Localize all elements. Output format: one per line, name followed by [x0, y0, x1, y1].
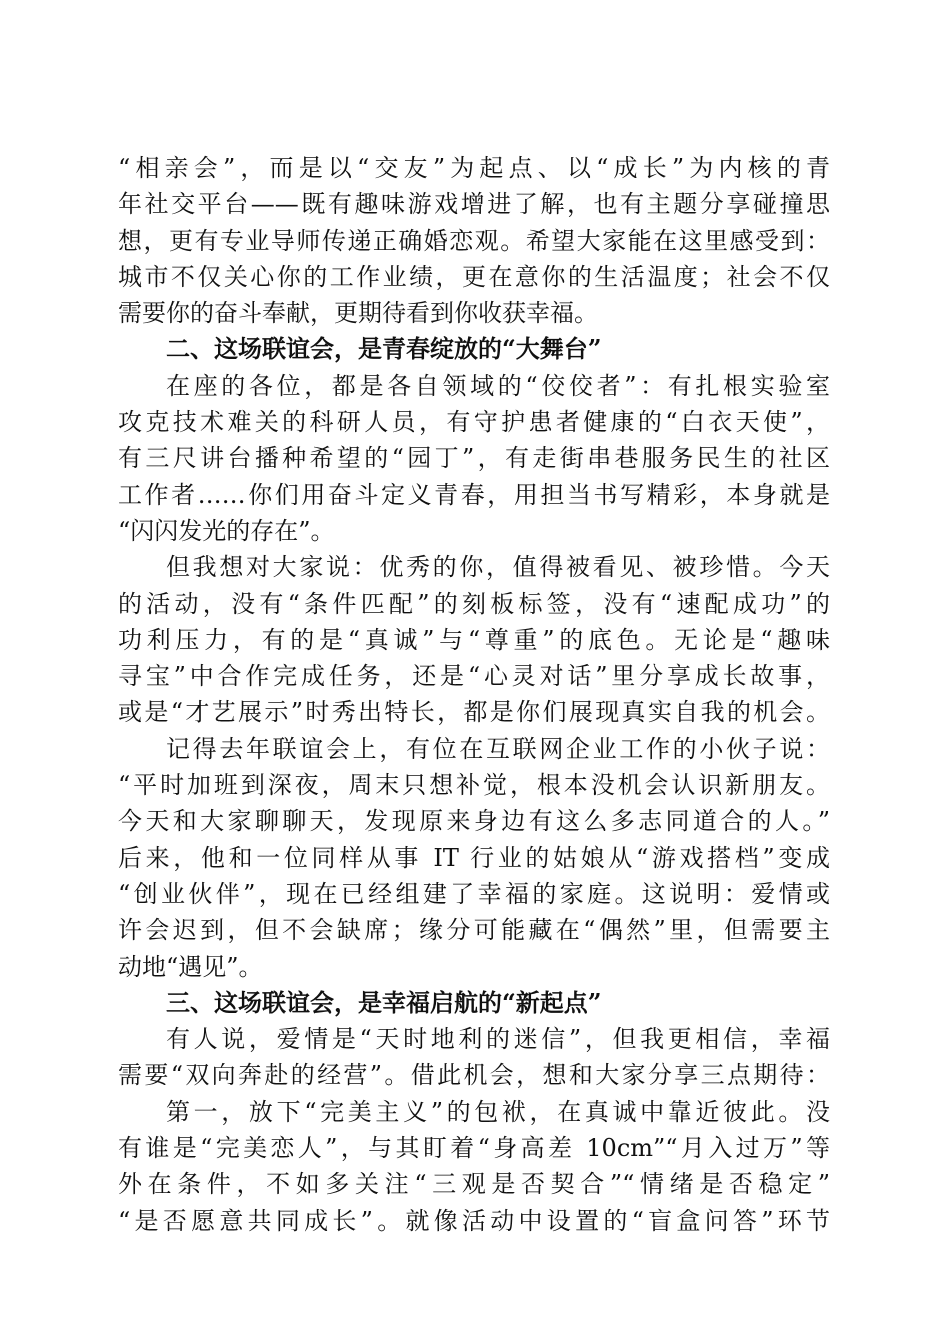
paragraph-line: 的活动，没有“条件匹配”的刻板标签，没有“速配成功”的: [118, 589, 830, 618]
document-body: [118, 150, 830, 1239]
paragraph-line: “平时加班到深夜，周末只想补觉，根本没机会认识新朋友。: [118, 771, 830, 800]
paragraph-line: 功利压力，有的是“真诚”与“尊重”的底色。无论是“趣味: [118, 625, 830, 654]
paragraph-line: “相亲会”，而是以“交友”为起点、以“成长”为内核的青: [118, 154, 830, 182]
paragraph-first-line: 但我想对大家说：优秀的你，值得被看见、被珍惜。今天: [166, 553, 830, 582]
paragraph-last-line: “闪闪发光的存在”。: [118, 516, 335, 545]
section-heading: 二、这场联谊会，是青春绽放的“大舞台”: [166, 334, 602, 364]
paragraph-line: 后来，他和一位同样从事 IT 行业的姑娘从“游戏搭档”变成: [118, 843, 830, 872]
paragraph-first-line: 记得去年联谊会上，有位在互联网企业工作的小伙子说：: [166, 734, 830, 763]
paragraph-line: 有三尺讲台播种希望的“园丁”，有走街串巷服务民生的社区: [118, 444, 830, 473]
paragraph-line: 有谁是“完美恋人”，与其盯着“身高差 10cm”“月入过万”等: [118, 1134, 830, 1163]
paragraph-last-line: 需要你的奋斗奉献，更期待看到你收获幸福。: [118, 299, 598, 328]
paragraph-line: “是否愿意共同成长”。就像活动中设置的“盲盒问答”环节: [118, 1206, 830, 1235]
paragraph-line: 想，更有专业导师传递正确婚恋观。希望大家能在这里感受到：: [118, 226, 830, 255]
paragraph-line: “创业伙伴”，现在已经组建了幸福的家庭。这说明：爱情或: [118, 879, 830, 908]
paragraph-line: 城市不仅关心你的工作业绩，更在意你的生活温度；社会不仅: [118, 262, 830, 291]
paragraph-line: 外在条件，不如多关注“三观是否契合”“情绪是否稳定”: [118, 1170, 830, 1199]
paragraph-last-line: 动地“遇见”。: [118, 952, 263, 981]
paragraph-line: 年社交平台——既有趣味游戏增进了解，也有主题分享碰撞思: [118, 190, 830, 219]
section-heading: 三、这场联谊会，是幸福启航的“新起点”: [166, 987, 602, 1017]
paragraph-line: 需要“双向奔赴的经营”。借此机会，想和大家分享三点期待：: [118, 1061, 830, 1090]
paragraph-line: 今天和大家聊聊天，发现原来身边有这么多志同道合的人。”: [118, 807, 830, 836]
paragraph-line: 寻宝”中合作完成任务，还是“心灵对话”里分享成长故事，: [118, 662, 830, 691]
paragraph-line: 许会迟到，但不会缺席；缘分可能藏在“偶然”里，但需要主: [118, 916, 830, 945]
paragraph-line: 攻克技术难关的科研人员，有守护患者健康的“白衣天使”，: [118, 408, 830, 437]
paragraph-first-line: 在座的各位，都是各自领域的“佼佼者”：有扎根实验室: [166, 371, 830, 400]
paragraph-line: 或是“才艺展示”时秀出特长，都是你们展现真实自我的机会。: [118, 698, 830, 727]
paragraph-line: 工作者……你们用奋斗定义青春，用担当书写精彩，本身就是: [118, 480, 830, 509]
paragraph-first-line: 第一，放下“完美主义”的包袱，在真诚中靠近彼此。没: [166, 1097, 830, 1126]
paragraph-first-line: 有人说，爱情是“天时地利的迷信”，但我更相信，幸福: [166, 1025, 830, 1054]
